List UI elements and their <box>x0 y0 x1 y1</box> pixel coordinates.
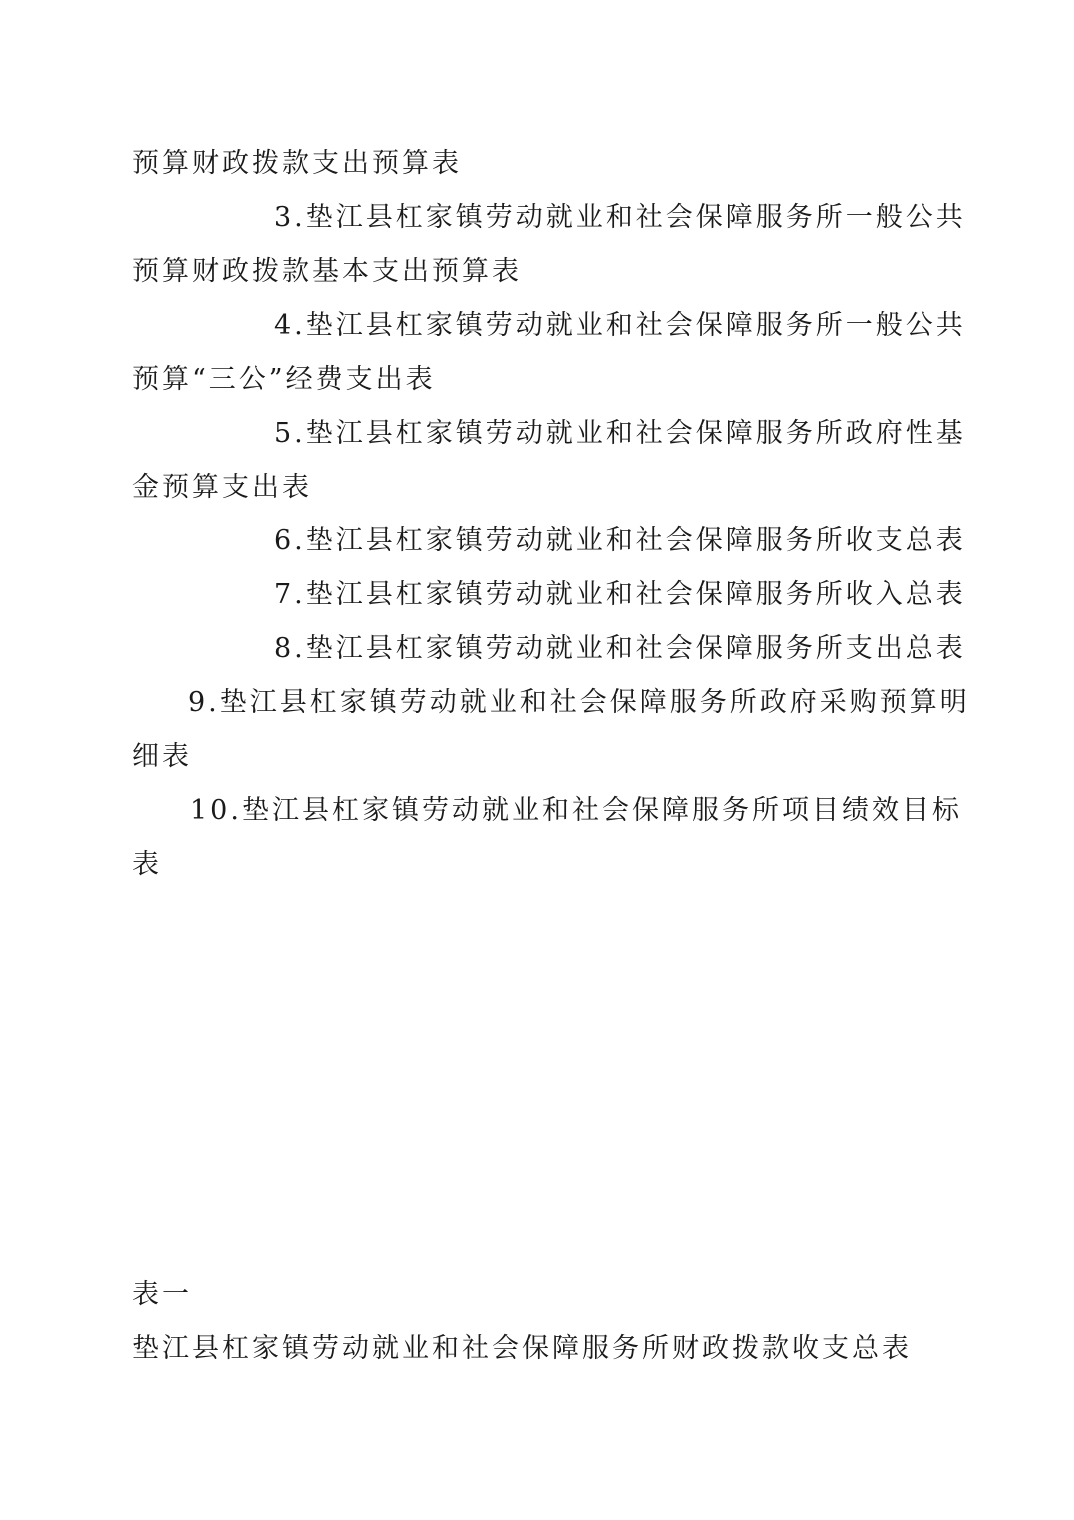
list-item-number: 5. <box>274 418 306 449</box>
list-item-number: 6. <box>274 525 306 556</box>
list-item-9 <box>188 686 970 720</box>
list-item-text: 表 <box>132 849 162 880</box>
list-item-text: 垫江县杠家镇劳动就业和社会保障服务所支出总表 <box>305 633 966 664</box>
list-item-3 <box>274 201 966 235</box>
list-item-text: 垫江县杠家镇劳动就业和社会保障服务所项目绩效目标 <box>241 795 962 826</box>
list-item-2-continuation <box>132 147 944 181</box>
table-label-text: 表一 <box>132 1279 192 1310</box>
table-label <box>132 1278 944 1312</box>
list-item-text: 垫江县杠家镇劳动就业和社会保障服务所收支总表 <box>305 525 966 556</box>
list-item-text: 细表 <box>132 741 192 772</box>
list-item-7 <box>274 578 966 612</box>
list-item-10 <box>190 794 962 828</box>
list-item-8 <box>274 632 966 666</box>
list-item-text: 预算财政拨款基本支出预算表 <box>132 256 522 287</box>
table-title-text: 垫江县杠家镇劳动就业和社会保障服务所财政拨款收支总表 <box>132 1333 912 1364</box>
list-item-number: 3. <box>274 202 306 233</box>
list-item-5 <box>274 417 966 451</box>
list-item-4 <box>274 309 966 343</box>
list-item-text: 垫江县杠家镇劳动就业和社会保障服务所收入总表 <box>305 579 966 610</box>
list-item-6 <box>274 524 966 558</box>
list-item-text: 垫江县杠家镇劳动就业和社会保障服务所政府性基 <box>305 418 966 449</box>
list-item-text: 垫江县杠家镇劳动就业和社会保障服务所一般公共 <box>305 310 966 341</box>
list-item-10-line2 <box>132 848 944 882</box>
list-item-number: 10. <box>190 795 242 826</box>
list-item-text: 预算财政拨款支出预算表 <box>132 148 462 179</box>
table-title <box>132 1332 944 1366</box>
list-item-number: 9. <box>188 687 220 718</box>
list-item-text: 金预算支出表 <box>132 472 312 503</box>
list-item-5-line2 <box>132 471 944 505</box>
list-item-4-line2 <box>132 363 944 397</box>
list-item-number: 8. <box>274 633 306 664</box>
list-item-text: 垫江县杠家镇劳动就业和社会保障服务所政府采购预算明 <box>219 687 970 718</box>
list-item-3-line2 <box>132 255 944 289</box>
list-item-number: 4. <box>274 310 306 341</box>
list-item-text: 垫江县杠家镇劳动就业和社会保障服务所一般公共 <box>305 202 966 233</box>
list-item-text: 预算“三公”经费支出表 <box>132 364 436 395</box>
list-item-number: 7. <box>274 579 306 610</box>
list-item-9-line2 <box>132 740 944 774</box>
